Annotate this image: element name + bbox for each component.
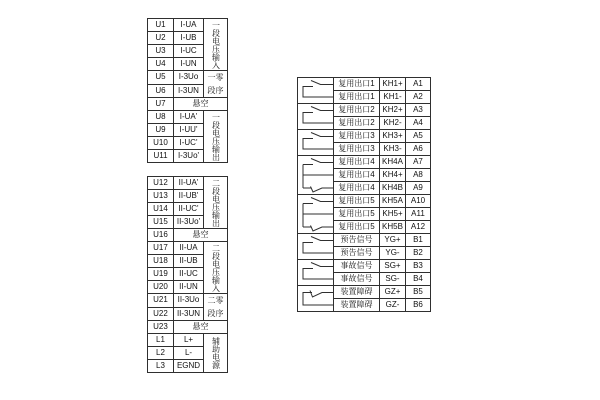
relay-symbol-cell [298,195,334,234]
relay-symbol-cell [298,78,334,104]
signal-name-cell: I-UC [174,45,204,58]
signal-name-cell: II-UA' [174,177,204,190]
signal-name-cell: II-3Uo' [174,216,204,229]
group-label-vertical: 辅助电源 [211,337,221,369]
code-cell: KH2- [380,117,406,130]
signal-name-cell: II-UB [174,255,204,268]
signal-name-cell: I-UA [174,19,204,32]
code-cell: KH5B [380,221,406,234]
terminal-number-cell: B6 [406,299,431,312]
terminal-number-cell: A7 [406,156,431,169]
terminal-id-cell: U19 [148,268,174,281]
output-label-cell: 复用出口5 [334,195,380,208]
terminal-id-cell: U5 [148,71,174,85]
code-cell: KH1- [380,91,406,104]
terminal-id-cell: U17 [148,242,174,255]
signal-output-terminal-table [297,77,431,312]
output-label-cell: 复用出口3 [334,143,380,156]
output-terminal-row [298,286,431,299]
output-label-cell: 复用出口4 [334,156,380,169]
terminal-id-cell: U9 [148,124,174,137]
output-label-cell: 事故信号 [334,273,380,286]
terminal-row [148,334,228,347]
terminal-row [148,321,228,334]
output-label-cell: 复用出口5 [334,208,380,221]
terminal-number-cell: B4 [406,273,431,286]
terminal-number-cell: A3 [406,104,431,117]
code-cell: SG- [380,273,406,286]
relay-symbol-cell [298,104,334,130]
terminal-id-cell: U2 [148,32,174,45]
code-cell: KH3- [380,143,406,156]
terminal-id-cell: U7 [148,98,174,111]
output-terminal-row [298,195,431,208]
output-label-cell: 复用出口4 [334,182,380,195]
group-label-cell [204,177,228,229]
group-label-cell [204,294,228,321]
output-label-cell: 复用出口4 [334,169,380,182]
group-label-cell [204,71,228,98]
code-cell: KH4+ [380,169,406,182]
terminal-id-cell: L3 [148,360,174,373]
signal-name-cell: L+ [174,334,204,347]
terminal-id-cell: U15 [148,216,174,229]
output-label-cell: 预告信号 [334,247,380,260]
relay-symbol-cell [298,156,334,195]
terminal-row [148,19,228,32]
code-cell: GZ- [380,299,406,312]
output-terminal-row [298,104,431,117]
terminal-id-cell: U1 [148,19,174,32]
code-cell: GZ+ [380,286,406,299]
terminal-id-cell: L1 [148,334,174,347]
terminal-id-cell: U6 [148,84,174,98]
signal-name-cell: EGND [174,360,204,373]
terminal-number-cell: A1 [406,78,431,91]
terminal-number-cell: B3 [406,260,431,273]
terminal-row [148,98,228,111]
output-label-cell: 复用出口3 [334,130,380,143]
signal-name-cell: I-3Uo' [174,150,204,163]
terminal-number-cell: A11 [406,208,431,221]
group-label-vertical: 一段电压输出 [211,112,221,161]
terminal-number-cell: A10 [406,195,431,208]
code-cell: KH3+ [380,130,406,143]
code-cell: KH1+ [380,78,406,91]
terminal-row [148,294,228,308]
terminal-row [148,229,228,242]
terminal-number-cell: A8 [406,169,431,182]
terminal-number-cell: A5 [406,130,431,143]
code-cell: SG+ [380,260,406,273]
floating-cell: 悬空 [174,321,228,334]
signal-name-cell: II-UC' [174,203,204,216]
code-cell: KH5A [380,195,406,208]
terminal-number-cell: B2 [406,247,431,260]
terminal-row [148,111,228,124]
terminal-id-cell: L2 [148,347,174,360]
group-label-line: 二零 [207,296,224,305]
code-cell: KH5+ [380,208,406,221]
terminal-id-cell: U18 [148,255,174,268]
terminal-id-cell: U8 [148,111,174,124]
group-label-cell [204,19,228,71]
relay-normally-closed-contact-icon [298,286,333,311]
signal-name-cell: I-3UN [174,84,204,98]
output-terminal-row [298,130,431,143]
terminal-id-cell: U21 [148,294,174,308]
relay-normally-open-contact-icon [298,130,333,155]
relay-changeover-contact-icon [298,156,333,194]
terminal-row [148,71,228,85]
output-label-cell: 复用出口1 [334,91,380,104]
terminal-id-cell: U16 [148,229,174,242]
code-cell: KH4B [380,182,406,195]
code-cell: YG- [380,247,406,260]
signal-name-cell: L- [174,347,204,360]
signal-name-cell: I-UN [174,58,204,71]
group-label [204,294,227,320]
output-terminal-row [298,78,431,91]
output-label-cell: 复用出口1 [334,78,380,91]
relay-normally-open-contact-icon [298,234,333,259]
signal-name-cell: II-3UN [174,307,204,321]
signal-name-cell: I-UU' [174,124,204,137]
group-label-line: 段序 [207,309,224,318]
terminal-id-cell: U13 [148,190,174,203]
terminal-number-cell: A9 [406,182,431,195]
terminal-id-cell: U12 [148,177,174,190]
signal-name-cell: II-3Uo [174,294,204,308]
terminal-number-cell: A2 [406,91,431,104]
terminal-number-cell: B5 [406,286,431,299]
terminal-id-cell: U23 [148,321,174,334]
group-label-vertical: 一段电压输入 [211,20,221,69]
relay-symbol-cell [298,234,334,260]
voltage-terminal-table-lower [147,176,228,373]
terminal-number-cell: A6 [406,143,431,156]
relay-symbol-cell [298,130,334,156]
signal-name-cell: I-UA' [174,111,204,124]
output-label-cell: 预告信号 [334,234,380,247]
group-label-cell [204,111,228,163]
signal-name-cell: I-UB [174,32,204,45]
group-label-cell [204,242,228,294]
relay-symbol-cell [298,286,334,312]
code-cell: KH2+ [380,104,406,117]
output-label-cell: 复用出口2 [334,104,380,117]
terminal-number-cell: A12 [406,221,431,234]
terminal-id-cell: U3 [148,45,174,58]
code-cell: YG+ [380,234,406,247]
relay-changeover-contact-icon [298,195,333,233]
terminal-id-cell: U22 [148,307,174,321]
output-label-cell: 事故信号 [334,260,380,273]
relay-normally-open-contact-icon [298,260,333,285]
signal-name-cell: I-3Uo [174,71,204,85]
signal-name-cell: I-UC' [174,137,204,150]
terminal-id-cell: U10 [148,137,174,150]
output-label-cell: 装置障碍 [334,286,380,299]
group-label [204,71,227,97]
signal-name-cell: II-UC [174,268,204,281]
terminal-id-cell: U20 [148,281,174,294]
group-label-vertical: 二段电压输出 [211,178,221,227]
group-label-vertical: 二段电压输入 [211,243,221,292]
signal-name-cell: II-UN [174,281,204,294]
terminal-id-cell: U11 [148,150,174,163]
signal-name-cell: II-UB' [174,190,204,203]
group-label-line: 段序 [207,86,224,95]
output-label-cell: 装置障碍 [334,299,380,312]
output-terminal-row [298,156,431,169]
floating-cell: 悬空 [174,229,228,242]
terminal-id-cell: U4 [148,58,174,71]
output-terminal-row [298,234,431,247]
terminal-number-cell: B1 [406,234,431,247]
terminal-row [148,177,228,190]
relay-normally-open-contact-icon [298,78,333,103]
group-label-cell [204,334,228,373]
group-label-line: 一零 [207,73,224,82]
relay-symbol-cell [298,260,334,286]
output-label-cell: 复用出口5 [334,221,380,234]
floating-cell: 悬空 [174,98,228,111]
signal-name-cell: II-UA [174,242,204,255]
terminal-row [148,242,228,255]
terminal-number-cell: A4 [406,117,431,130]
output-terminal-row [298,260,431,273]
output-label-cell: 复用出口2 [334,117,380,130]
terminal-id-cell: U14 [148,203,174,216]
code-cell: KH4A [380,156,406,169]
voltage-terminal-table-upper [147,18,228,163]
relay-normally-open-contact-icon [298,104,333,129]
